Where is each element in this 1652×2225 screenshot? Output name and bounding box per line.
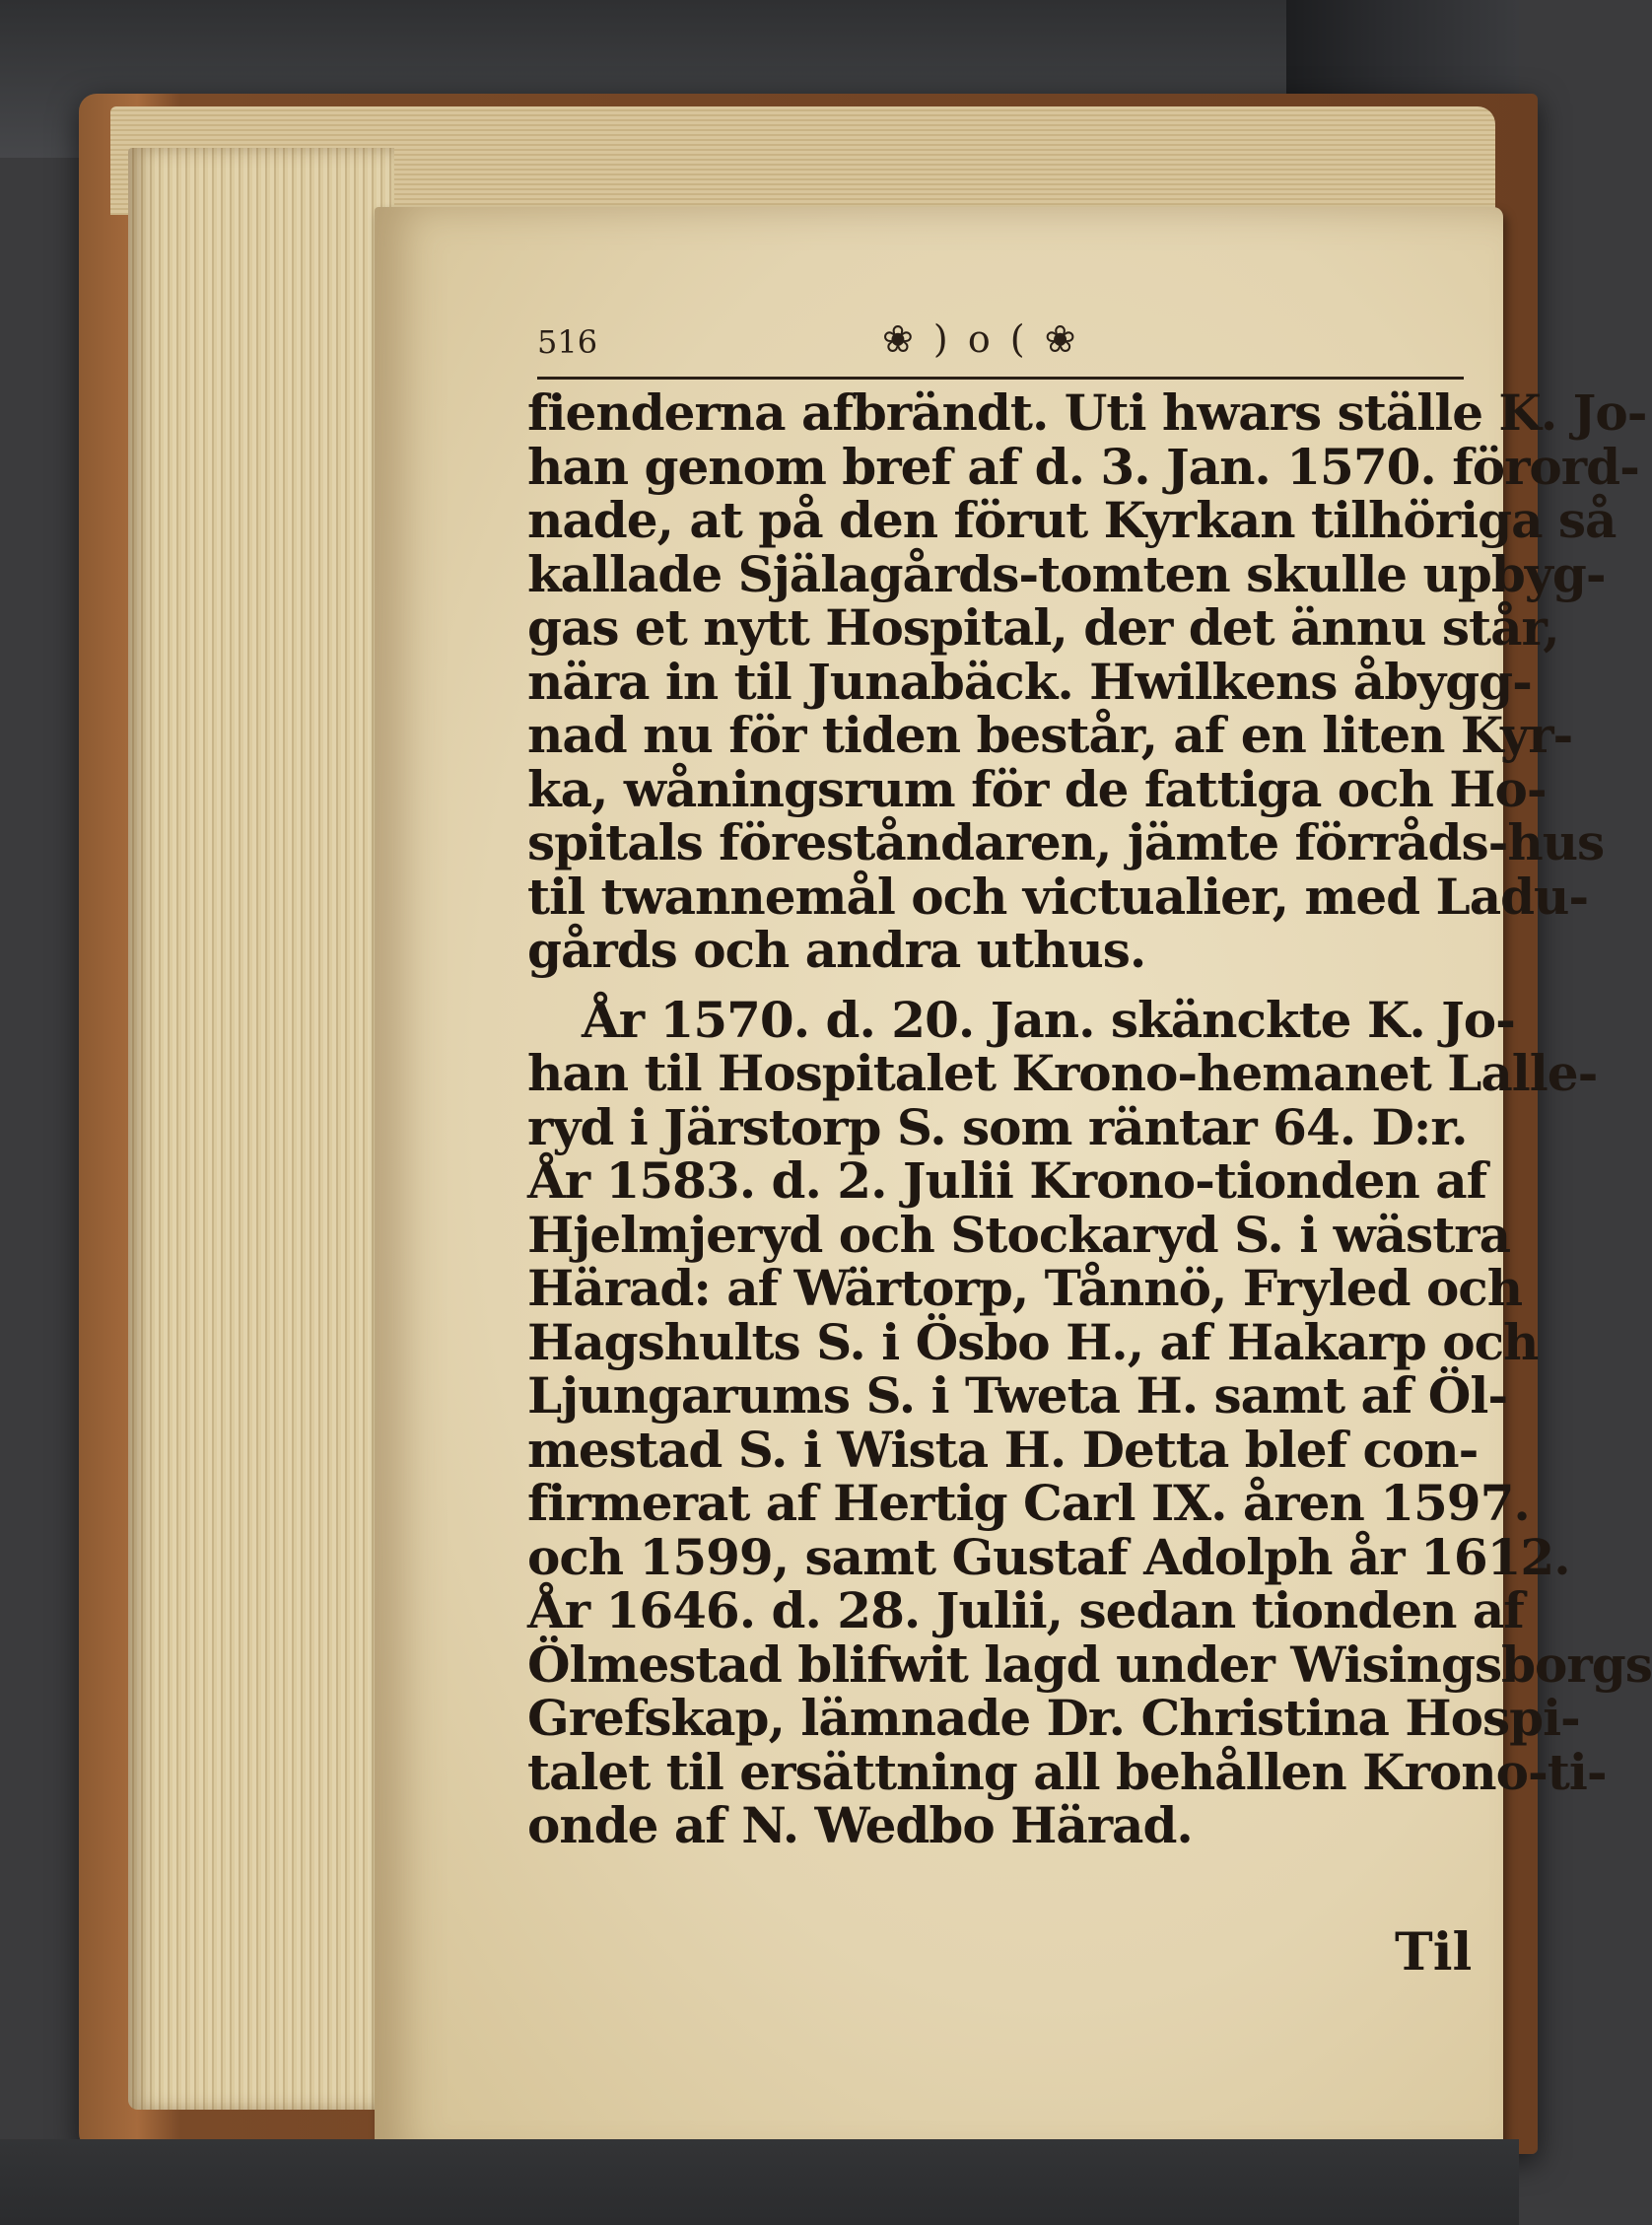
text-line: fienderna afbrändt. Uti hwars ställe K. Jo-: [527, 383, 1647, 442]
header-rule: [537, 377, 1464, 380]
text-line: År 1583. d. 2. Julii Krono-tionden af: [527, 1151, 1487, 1210]
text-line: ka, wåningsrum för de fattiga och Ho-: [527, 759, 1547, 818]
text-line: nära in til Junabäck. Hwilkens åbygg-: [527, 652, 1532, 711]
text-line: nad nu för tiden består, af en liten Kyr-: [527, 706, 1573, 764]
text-line: mestad S. i Wista H. Detta blef con-: [527, 1420, 1479, 1479]
text-line: Härad: af Wärtorp, Tånnö, Fryled och: [527, 1259, 1523, 1317]
page-block-fore-edge: [128, 148, 394, 2110]
text-line: gårds och andra uthus.: [527, 921, 1146, 979]
text-line: til twannemål och victualier, med Ladu-: [527, 867, 1589, 926]
page-number: 516: [537, 323, 598, 361]
text-line: kallade Själagårds-tomten skulle upbyg-: [527, 544, 1606, 603]
text-line: och 1599, samt Gustaf Adolph år 1612.: [527, 1527, 1570, 1586]
text-line: Hjelmjeryd och Stockaryd S. i wästra: [527, 1205, 1511, 1264]
text-line: Hagshults S. i Ösbo H., af Hakarp och: [527, 1312, 1539, 1371]
catchword: Til: [1395, 1922, 1473, 1982]
text-line: Ölmestad blifwit lagd under Wisingsborgs: [527, 1634, 1652, 1694]
text-line: År 1570. d. 20. Jan. skänckte K. Jo-: [582, 990, 1515, 1049]
text-line: ryd i Järstorp S. som räntar 64. D:r.: [527, 1097, 1468, 1156]
text-line: talet til ersättning all behållen Krono-ti-: [527, 1742, 1607, 1801]
text-line: spitals föreståndaren, jämte förråds-hus: [527, 813, 1605, 871]
header-ornament: ❀ ) o ( ❀: [882, 317, 1080, 361]
text-line: firmerat af Hertig Carl IX. åren 1597.: [527, 1474, 1530, 1532]
page-body-text: [527, 383, 1652, 1854]
text-line: han genom bref af d. 3. Jan. 1570. förord-: [527, 437, 1639, 496]
text-line: Ljungarums S. i Tweta H. samt af Öl-: [527, 1366, 1508, 1425]
background-bottom: [0, 2139, 1519, 2225]
text-line: År 1646. d. 28. Julii, sedan tionden af: [527, 1581, 1524, 1639]
text-line: onde af N. Wedbo Härad.: [527, 1796, 1193, 1854]
text-line: nade, at på den förut Kyrkan tilhöriga så: [527, 491, 1617, 549]
text-line: han til Hospitalet Krono-hemanet Lalle-: [527, 1044, 1598, 1102]
text-line: gas et nytt Hospital, der det ännu står,: [527, 598, 1559, 657]
text-line: Grefskap, lämnade Dr. Christina Hospi-: [527, 1689, 1580, 1747]
running-header: [537, 317, 1464, 373]
